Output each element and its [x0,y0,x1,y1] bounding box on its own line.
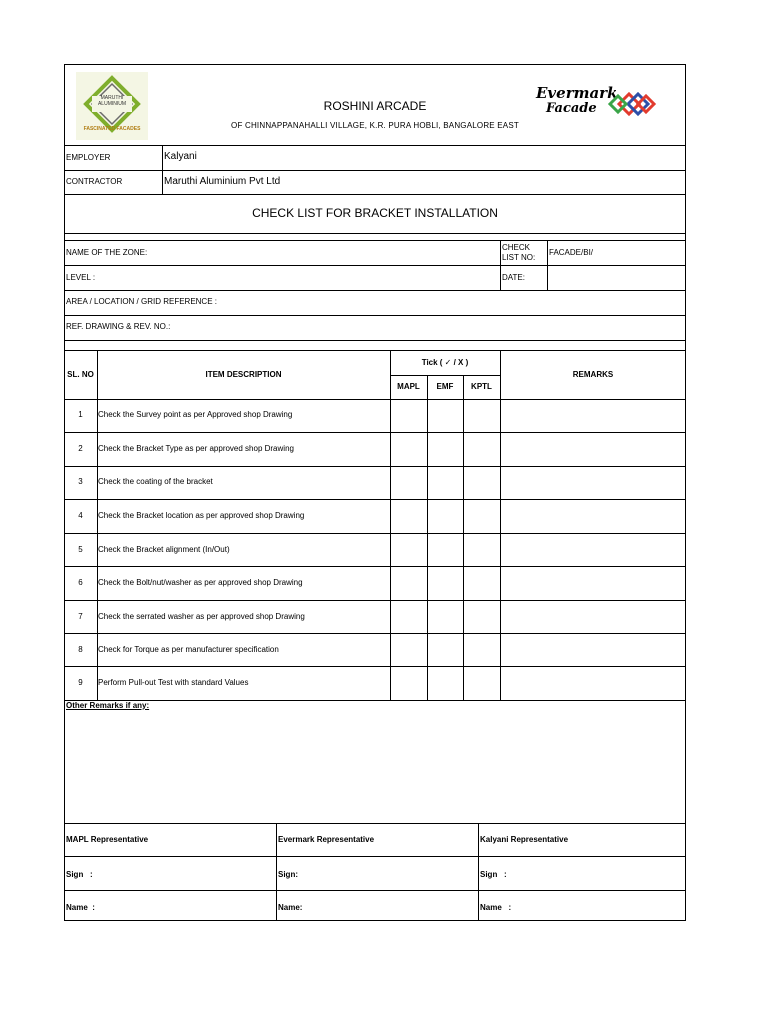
row-description: Check the coating of the bracket [98,477,213,486]
row-number: 3 [78,477,83,486]
maruthi-logo-line1: MARUTHI [100,95,124,101]
checklist-no-label-line1: CHECK [502,243,531,252]
row-description: Check the serrated washer as per approved shop Drawing [98,612,305,621]
row-number: 5 [78,545,83,554]
col-remarks: REMARKS [572,370,614,379]
maruthi-logo [76,72,148,140]
row-description: Check the Bracket location as per approved shop Drawing [98,511,305,520]
evermark-logo-line1: Evermark [536,84,618,102]
row-description: Check the Bracket alignment (In/Out) [98,545,230,554]
maruthi-logo-tagline: FASCINATED FACADES [83,126,141,132]
project-title: ROSHINI ARCADE [323,99,427,113]
other-remarks-label: Other Remarks if any: [66,701,150,710]
date-label: DATE: [502,273,525,282]
row-description: Check the Survey point as per Approved shop Drawing [98,410,293,419]
row-number: 9 [78,678,83,687]
evermark-logo [526,80,660,128]
evermark-logo-line2: Facade [546,101,597,116]
checklist-no-label-line2: LIST NO: [502,253,536,262]
contractor-label: CONTRACTOR [66,177,123,186]
row-description: Check for Torque as per manufacturer specification [98,645,279,654]
project-address: OF CHINNAPPANAHALLI VILLAGE, K.R. PURA HOBLI, BANGALORE EAST [231,121,519,130]
mapl-representative: MAPL Representative [66,835,149,844]
zone-label: NAME OF THE ZONE: [66,248,148,257]
row-number: 2 [78,444,83,453]
col-slno: SL. NO [67,370,94,379]
row-number: 7 [78,612,83,621]
col-emf: EMF [436,382,454,391]
kalyani-sign-label: Sign : [480,870,507,879]
col-mapl: MAPL [397,382,420,391]
form-title: CHECK LIST FOR BRACKET INSTALLATION [252,206,498,220]
checklist-no-value: FACADE/BI/ [549,248,594,257]
evermark-sign-label: Sign: [278,870,298,879]
contractor-value: Maruthi Aluminium Pvt Ltd [164,176,281,187]
row-number: 1 [78,410,83,419]
col-kptl: KPTL [471,382,492,391]
ref-drawing-label: REF. DRAWING & REV. NO.: [66,322,171,331]
row-description: Perform Pull-out Test with standard Values [98,678,249,687]
evermark-diamonds-icon [606,86,658,122]
checklist-form [64,64,686,921]
kalyani-name-label: Name : [480,903,512,912]
mapl-sign-label: Sign : [66,870,93,879]
area-label: AREA / LOCATION / GRID REFERENCE : [66,297,217,306]
mapl-name-label: Name : [66,903,95,912]
employer-value: Kalyani [164,151,197,162]
col-item-description: ITEM DESCRIPTION [205,370,282,379]
row-number: 4 [78,511,83,520]
maruthi-logo-line2: ALUMINIUM [97,101,127,107]
kalyani-representative: Kalyani Representative [480,835,569,844]
level-label: LEVEL : [66,273,96,282]
row-number: 8 [78,645,83,654]
employer-label: EMPLOYER [66,153,111,162]
row-description: Check the Bracket Type as per approved shop Drawing [98,444,294,453]
evermark-name-label: Name: [278,903,303,912]
row-number: 6 [78,578,83,587]
evermark-representative: Evermark Representative [278,835,375,844]
col-tick: Tick ( ✓ / X ) [421,358,469,367]
row-description: Check the Bolt/nut/washer as per approved shop Drawing [98,578,303,587]
